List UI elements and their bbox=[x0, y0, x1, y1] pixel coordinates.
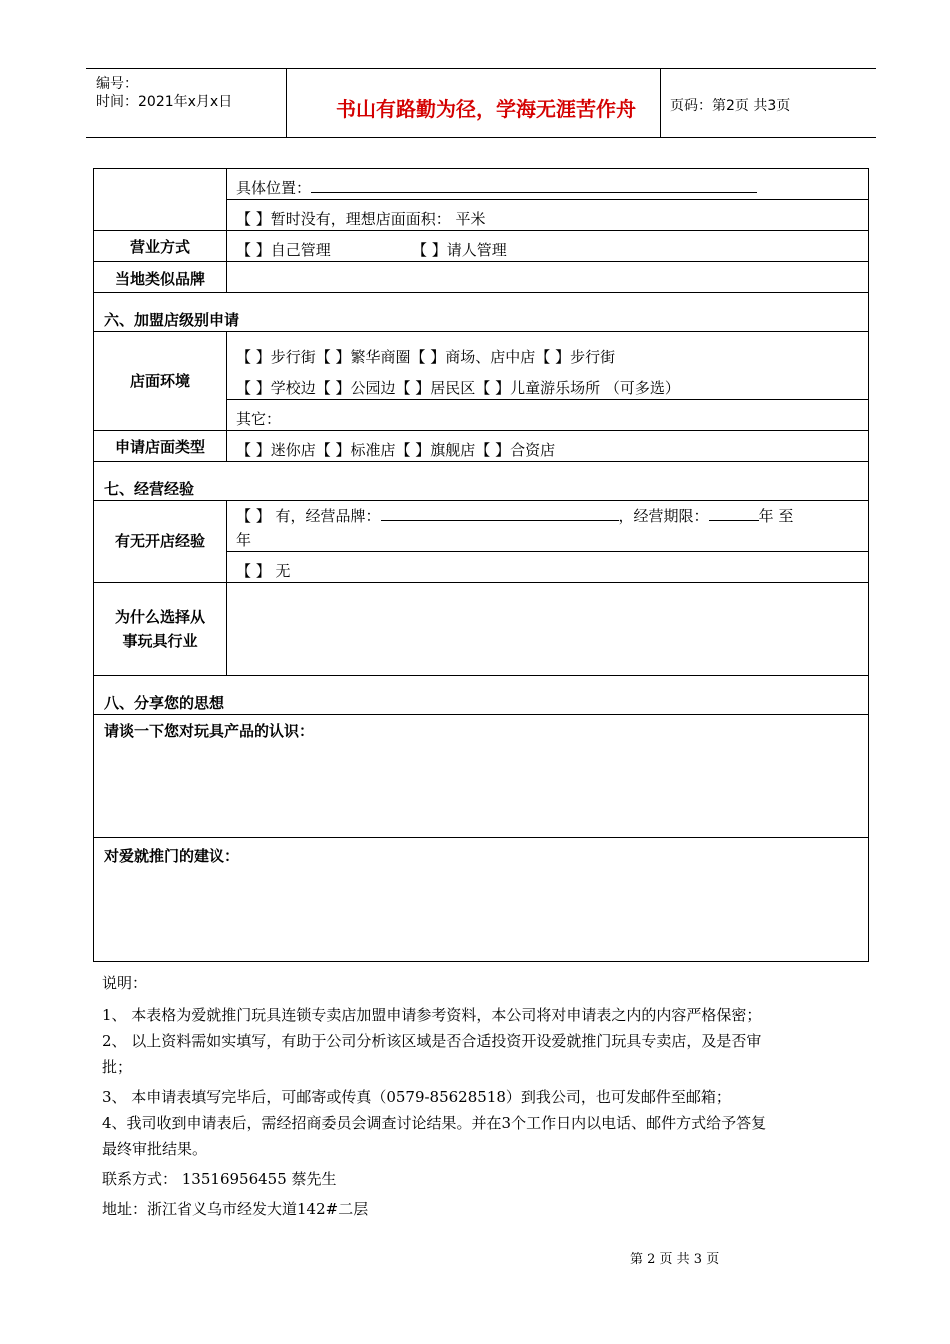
specific-location-row bbox=[236, 177, 757, 198]
contact-info: 联系方式： 13516956455 蔡先生 bbox=[102, 1170, 337, 1188]
experience-no-option[interactable]: 【 】 无 bbox=[236, 562, 291, 580]
no-store-option[interactable]: 【 】暂时没有，理想店面面积： 平米 bbox=[236, 210, 486, 228]
row-line bbox=[94, 230, 868, 231]
store-type-label: 申请店面类型 bbox=[114, 438, 205, 456]
why-toys-label bbox=[94, 605, 226, 653]
experience-label: 有无开店经验 bbox=[114, 532, 205, 550]
store-type-options[interactable]: 【 】迷你店【 】标准店【 】旗舰店【 】合资店 bbox=[236, 441, 556, 459]
note-2-line-2: 批； bbox=[102, 1058, 133, 1076]
doc-number-label: 编号： bbox=[96, 76, 138, 92]
brand-input[interactable] bbox=[381, 506, 619, 521]
duration-input[interactable] bbox=[709, 506, 759, 521]
row-line bbox=[94, 500, 868, 501]
suggestion-label: 对爱就推门的建议： bbox=[104, 847, 240, 865]
experience-year-wrap: 年 bbox=[236, 531, 252, 549]
doc-time-label: 时间：2021年x月x日 bbox=[96, 94, 233, 110]
header-motto: 书山有路勤为径，学海无涯苦作舟 bbox=[336, 97, 636, 121]
section-7-title: 七、经营经验 bbox=[104, 480, 195, 498]
page-indicator: 页码：第2页 共3页 bbox=[670, 98, 791, 114]
local-brands-label: 当地类似品牌 bbox=[114, 270, 205, 288]
experience-yes-option[interactable] bbox=[236, 505, 793, 526]
why-toys-input[interactable] bbox=[227, 583, 867, 674]
local-brands-input[interactable] bbox=[227, 262, 867, 291]
header-divider bbox=[286, 69, 287, 137]
note-1: 1、 本表格为爱就推门玩具连锁专卖店加盟申请参考资料，本公司将对申请表之内的内容严格保密； bbox=[102, 1006, 762, 1024]
page-footer: 第 2 页 共 3 页 bbox=[630, 1252, 720, 1267]
note-2-line-1: 2、 以上资料需如实填写，有助于公司分析该区域是否合适投资开设爱就推门玩具专卖店，及是否审 bbox=[102, 1032, 762, 1050]
self-manage-option[interactable]: 【 】自己管理 bbox=[236, 241, 331, 259]
specific-location-label: 具体位置： bbox=[236, 179, 312, 197]
notes-title: 说明： bbox=[102, 974, 148, 992]
note-4-line-1: 4、我司收到申请表后，需经招商委员会调查讨论结果。并在3个工作日内以电话、邮件方式给予答复 bbox=[102, 1114, 767, 1132]
environment-options-row-2[interactable]: 【 】学校边【 】公园边【 】居民区【 】儿童游乐场所 （可多选） bbox=[236, 379, 680, 397]
experience-duration-label: ，经营期限： bbox=[618, 507, 709, 525]
experience-year-to: 年 至 bbox=[758, 507, 794, 525]
note-4-line-2: 最终审批结果。 bbox=[102, 1140, 208, 1158]
specific-location-input[interactable] bbox=[311, 178, 757, 193]
toy-opinion-input[interactable] bbox=[95, 743, 867, 835]
why-toys-label-line1: 为什么选择从 bbox=[114, 608, 205, 626]
suggestion-input[interactable] bbox=[95, 867, 867, 959]
experience-yes-prefix: 【 】 有，经营品牌： bbox=[236, 507, 381, 525]
note-3: 3、 本申请表填写完毕后，可邮寄或传真（0579-85628518）到我公司，也可发邮件至邮箱； bbox=[102, 1088, 731, 1106]
row-line bbox=[94, 430, 868, 431]
row-line bbox=[226, 399, 868, 400]
environment-other-field[interactable]: 其它： bbox=[236, 410, 282, 428]
row-line bbox=[94, 675, 868, 676]
toy-opinion-label: 请谈一下您对玩具产品的认识： bbox=[104, 722, 315, 740]
row-line bbox=[94, 461, 868, 462]
row-line bbox=[94, 292, 868, 293]
section-6-title: 六、加盟店级别申请 bbox=[104, 311, 240, 329]
page-header bbox=[86, 68, 876, 138]
row-line bbox=[226, 199, 868, 200]
row-line bbox=[94, 837, 868, 838]
store-environment-label: 店面环境 bbox=[129, 372, 190, 390]
address-info: 地址：浙江省义乌市经发大道142#二层 bbox=[102, 1200, 369, 1218]
environment-options-row-1[interactable]: 【 】步行街【 】繁华商圈【 】商场、店中店【 】步行街 bbox=[236, 348, 616, 366]
why-toys-label-line2: 事玩具行业 bbox=[122, 632, 198, 650]
application-form bbox=[93, 168, 869, 962]
row-line bbox=[226, 551, 868, 552]
row-line bbox=[94, 714, 868, 715]
row-line bbox=[94, 331, 868, 332]
business-mode-label: 营业方式 bbox=[129, 238, 190, 256]
col-line bbox=[226, 331, 227, 461]
hire-manage-option[interactable]: 【 】请人管理 bbox=[412, 241, 507, 259]
section-8-title: 八、分享您的思想 bbox=[104, 694, 225, 712]
